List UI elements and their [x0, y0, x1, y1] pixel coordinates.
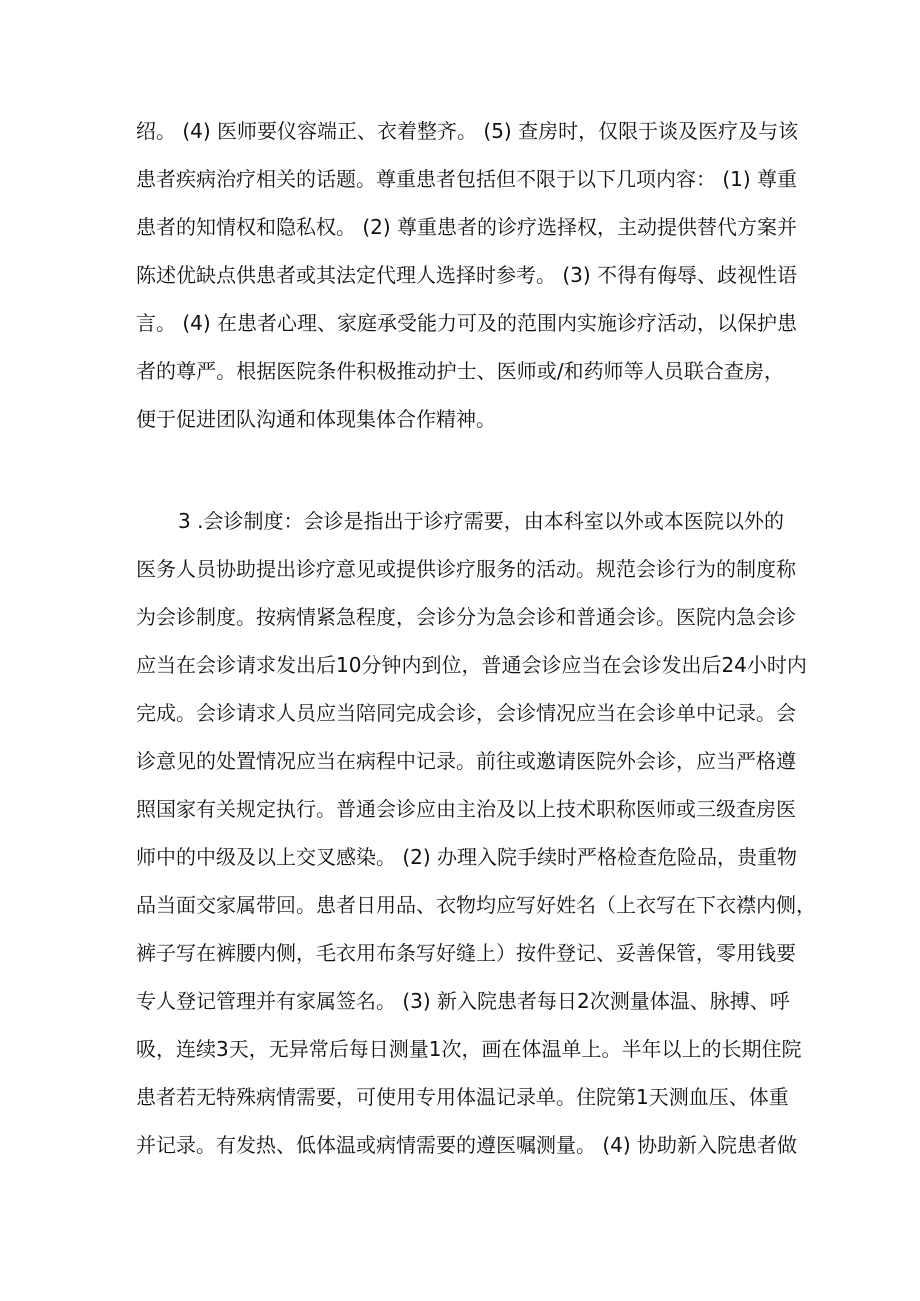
text-line: 吸，连续3天，无异常后每日测量1次，画在体温单上。半年以上的长期住院 [136, 1037, 802, 1061]
text-line: 者的尊严。根据医院条件积极推动护士、医师或/和药师等人员联合查房， [136, 359, 784, 383]
text-line: 师中的中级及以上交叉感染。 (2) 办理入院手续时严格检查危险品，贵重物 [136, 845, 798, 869]
text-line: 患者若无特殊病情需要，可使用专用体温记录单。住院第1天测血压、体重 [136, 1085, 789, 1109]
text-line: 品当面交家属带回。患者日用品、衣物均应写好姓名（上衣写在下衣襟内侧， [136, 893, 816, 917]
text-line: 患者疾病治疗相关的话题。尊重患者包括但不限于以下几项内容： (1) 尊重 [136, 167, 798, 191]
text-line: 3 .会诊制度：会诊是指出于诊疗需要，由本科室以外或本医院以外的 [178, 509, 784, 533]
text-line: 照国家有关规定执行。普通会诊应由主治及以上技术职称医师或三级查房医 [136, 797, 796, 821]
text-line: 言。 (4) 在患者心理、家庭承受能力可及的范围内实施诊疗活动，以保护患 [136, 311, 798, 335]
text-line: 诊意见的处置情况应当在病程中记录。前往或邀请医院外会诊，应当严格遵 [136, 749, 796, 773]
text-line: 医务人员协助提出诊疗意见或提供诊疗服务的活动。规范会诊行为的制度称 [136, 557, 796, 581]
text-line: 绍。 (4) 医师要仪容端正、衣着整齐。 (5) 查房时，仅限于谈及医疗及与该 [136, 119, 799, 143]
text-line: 应当在会诊请求发出后10分钟内到位，普通会诊应当在会诊发出后24小时内 [136, 653, 807, 677]
text-line: 便于促进团队沟通和体现集体合作精神。 [136, 407, 496, 431]
text-line: 专人登记管理并有家属签名。 (3) 新入院患者每日2次测量体温、脉搏、呼 [136, 989, 790, 1013]
text-line: 陈述优缺点供患者或其法定代理人选择时参考。 (3) 不得有侮辱、歧视性语 [136, 263, 798, 287]
text-line: 患者的知情权和隐私权。 (2) 尊重患者的诊疗选择权，主动提供替代方案并 [136, 215, 798, 239]
text-line: 为会诊制度。按病情紧急程度，会诊分为急会诊和普通会诊。医院内急会诊 [136, 605, 796, 629]
paragraph-ward-rounds [136, 107, 799, 443]
text-line: 并记录。有发热、低体温或病情需要的遵医嘱测量。 (4) 协助新入院患者做 [136, 1133, 798, 1157]
text-line: 裤子写在裤腰内侧，毛衣用布条写好缝上）按件登记、妥善保管，零用钱要 [136, 941, 796, 965]
paragraph-consultation-system [136, 497, 816, 1169]
text-line: 完成。会诊请求人员应当陪同完成会诊，会诊情况应当在会诊单中记录。会 [136, 701, 796, 725]
